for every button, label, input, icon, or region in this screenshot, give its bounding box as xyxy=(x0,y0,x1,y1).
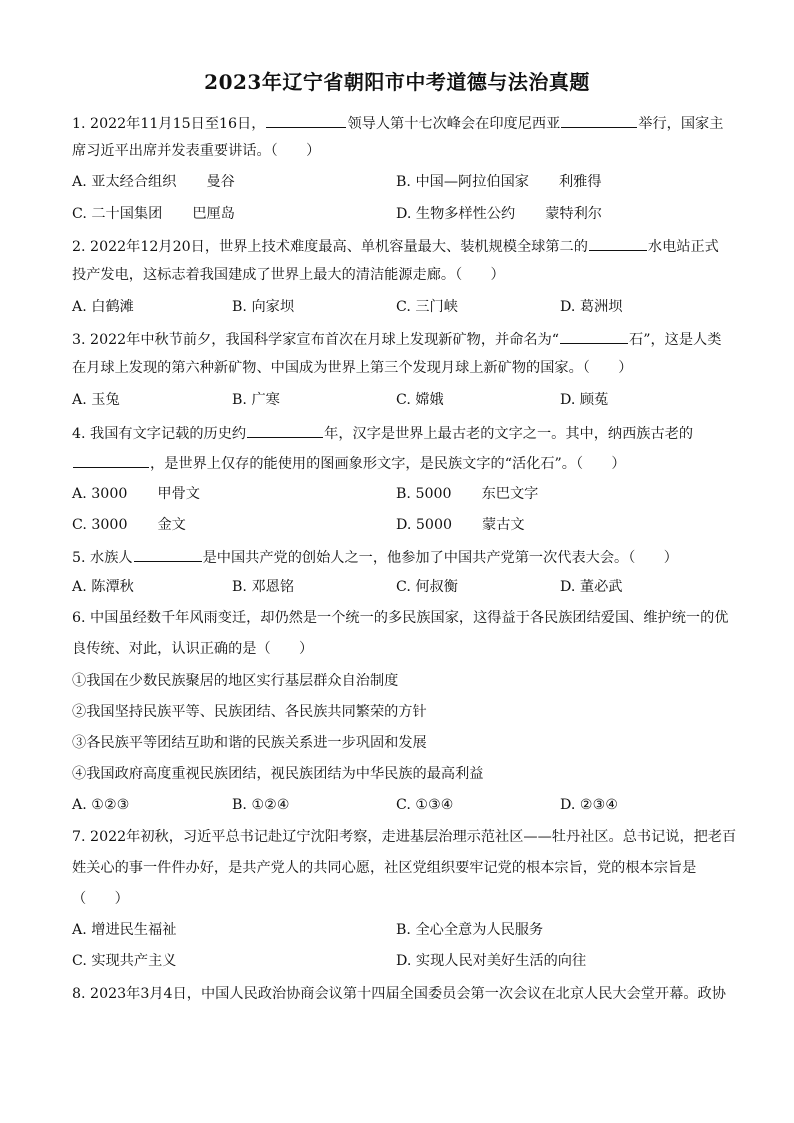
q3-option-b: B. 广寒 xyxy=(232,392,280,408)
q5-option-a: A. 陈潭秋 xyxy=(72,579,134,595)
q2-option-b: B. 向家坝 xyxy=(232,299,295,315)
q7-option-b: B. 全心全意为人民服务 xyxy=(396,922,544,938)
q2-option-d: D. 葛洲坝 xyxy=(560,299,623,315)
q8-stem-line1: 8. 2023年3月4日，中国人民政治协商会议第十四届全国委员会第一次会议在北京人民大会堂开幕。政协 xyxy=(72,986,726,1002)
q3-option-a: A. 玉兔 xyxy=(72,392,120,408)
q2-stem-line2: 投产发电，这标志着我国建成了世界上最大的清洁能源走廊。（ ） xyxy=(72,267,505,283)
q4-stem-line2: ，是世界上仅存的能使用的图画象形文字，是民族文字的“活化石”。（ ） xyxy=(72,452,722,474)
q1-option-b: B. 中国—阿拉伯国家 利雅得 xyxy=(396,174,602,190)
q4-stem-line1: 4. 我国有文字记载的历史约 年，汉字是世界上最古老的文字之一。其中，纳西族古老的 xyxy=(72,422,722,444)
answer-blank xyxy=(589,235,647,251)
q1-option-d: D. 生物多样性公约 蒙特利尔 xyxy=(396,206,602,222)
q7-stem-line2: 姓关心的事一件件办好，是共产党人的共同心愿，社区党组织要牢记党的根本宗旨，党的根本宗旨是 xyxy=(72,860,697,876)
q7-option-c: C. 实现共产主义 xyxy=(72,953,177,969)
q6-option-c: C. ①③④ xyxy=(396,797,454,813)
q7-option-d: D. 实现人民对美好生活的向往 xyxy=(396,953,587,969)
answer-blank xyxy=(561,112,637,128)
q7-option-a: A. 增进民生福祉 xyxy=(72,922,177,938)
q1-stem-line2: 席习近平出席并发表重要讲话。（ ） xyxy=(72,143,321,159)
q2-option-a: A. 白鹤滩 xyxy=(72,299,134,315)
q6-option-a: A. ①②③ xyxy=(72,797,130,813)
answer-blank xyxy=(560,328,628,344)
q5-option-b: B. 邓恩铭 xyxy=(232,579,295,595)
q1-option-a: A. 亚太经合组织 曼谷 xyxy=(72,174,235,190)
q4-option-c: C. 3000 金文 xyxy=(72,517,186,533)
q3-stem-line1: 3. 2022年中秋节前夕，我国科学家宣布首次在月球上发现新矿物，并命名为“ 石”，这是人类 xyxy=(72,328,722,350)
q4-option-a: A. 3000 甲骨文 xyxy=(72,486,200,502)
q6-option-b: B. ①②④ xyxy=(232,797,290,813)
q1-stem-line1: 1. 2022年11月15日至16日， 领导人第十七次峰会在印度尼西亚 举行，国家主 xyxy=(72,112,722,134)
answer-blank xyxy=(247,422,323,438)
q7-stem-line1: 7. 2022年初秋，习近平总书记赴辽宁沈阳考察，走进基层治理示范社区——牡丹社区。总书记说，把老百 xyxy=(72,829,737,845)
answer-blank xyxy=(73,452,149,468)
q3-stem-line2: 在月球上发现的第六种新矿物、中国成为世界上第三个发现月球上新矿物的国家。（ ） xyxy=(72,360,633,376)
q5-option-d: D. 董必武 xyxy=(560,579,623,595)
q6-statement-4: ④我国政府高度重视民族团结，视民族团结为中华民族的最高利益 xyxy=(72,766,484,782)
q1-option-c: C. 二十国集团 巴厘岛 xyxy=(72,206,235,222)
q7-stem-line3: （ ） xyxy=(72,891,129,907)
answer-blank xyxy=(134,546,202,562)
q3-option-c: C. 嫦娥 xyxy=(396,392,444,408)
q2-stem-line1: 2. 2022年12月20日，世界上技术难度最高、单机容量最大、装机规模全球第二的 水电站正式 xyxy=(72,235,722,257)
q6-stem-line2: 良传统、对此，认识正确的是（ ） xyxy=(72,641,314,657)
q6-option-d: D. ②③④ xyxy=(560,797,619,813)
q4-option-b: B. 5000 东巴文字 xyxy=(396,486,539,502)
q6-statement-2: ②我国坚持民族平等、民族团结、各民族共同繁荣的方针 xyxy=(72,704,427,720)
q4-option-d: D. 5000 蒙古文 xyxy=(396,517,525,533)
q6-statement-1: ①我国在少数民族聚居的地区实行基层群众自治制度 xyxy=(72,673,399,689)
q3-option-d: D. 顾菟 xyxy=(560,392,609,408)
q6-statement-3: ③各民族平等团结互助和谐的民族关系进一步巩固和发展 xyxy=(72,735,427,751)
q5-option-c: C. 何叔衡 xyxy=(396,579,458,595)
q2-option-c: C. 三门峡 xyxy=(396,299,458,315)
q6-stem-line1: 6. 中国虽经数千年风雨变迁，却仍然是一个统一的多民族国家，这得益于各民族团结爱国、维护统一的优 xyxy=(72,610,729,626)
q5-stem-line1: 5. 水族人 是中国共产党的创始人之一，他参加了中国共产党第一次代表大会。（ ） xyxy=(72,546,722,568)
page-title: 2023年辽宁省朝阳市中考道德与法治真题 xyxy=(204,70,590,94)
answer-blank xyxy=(266,112,346,128)
